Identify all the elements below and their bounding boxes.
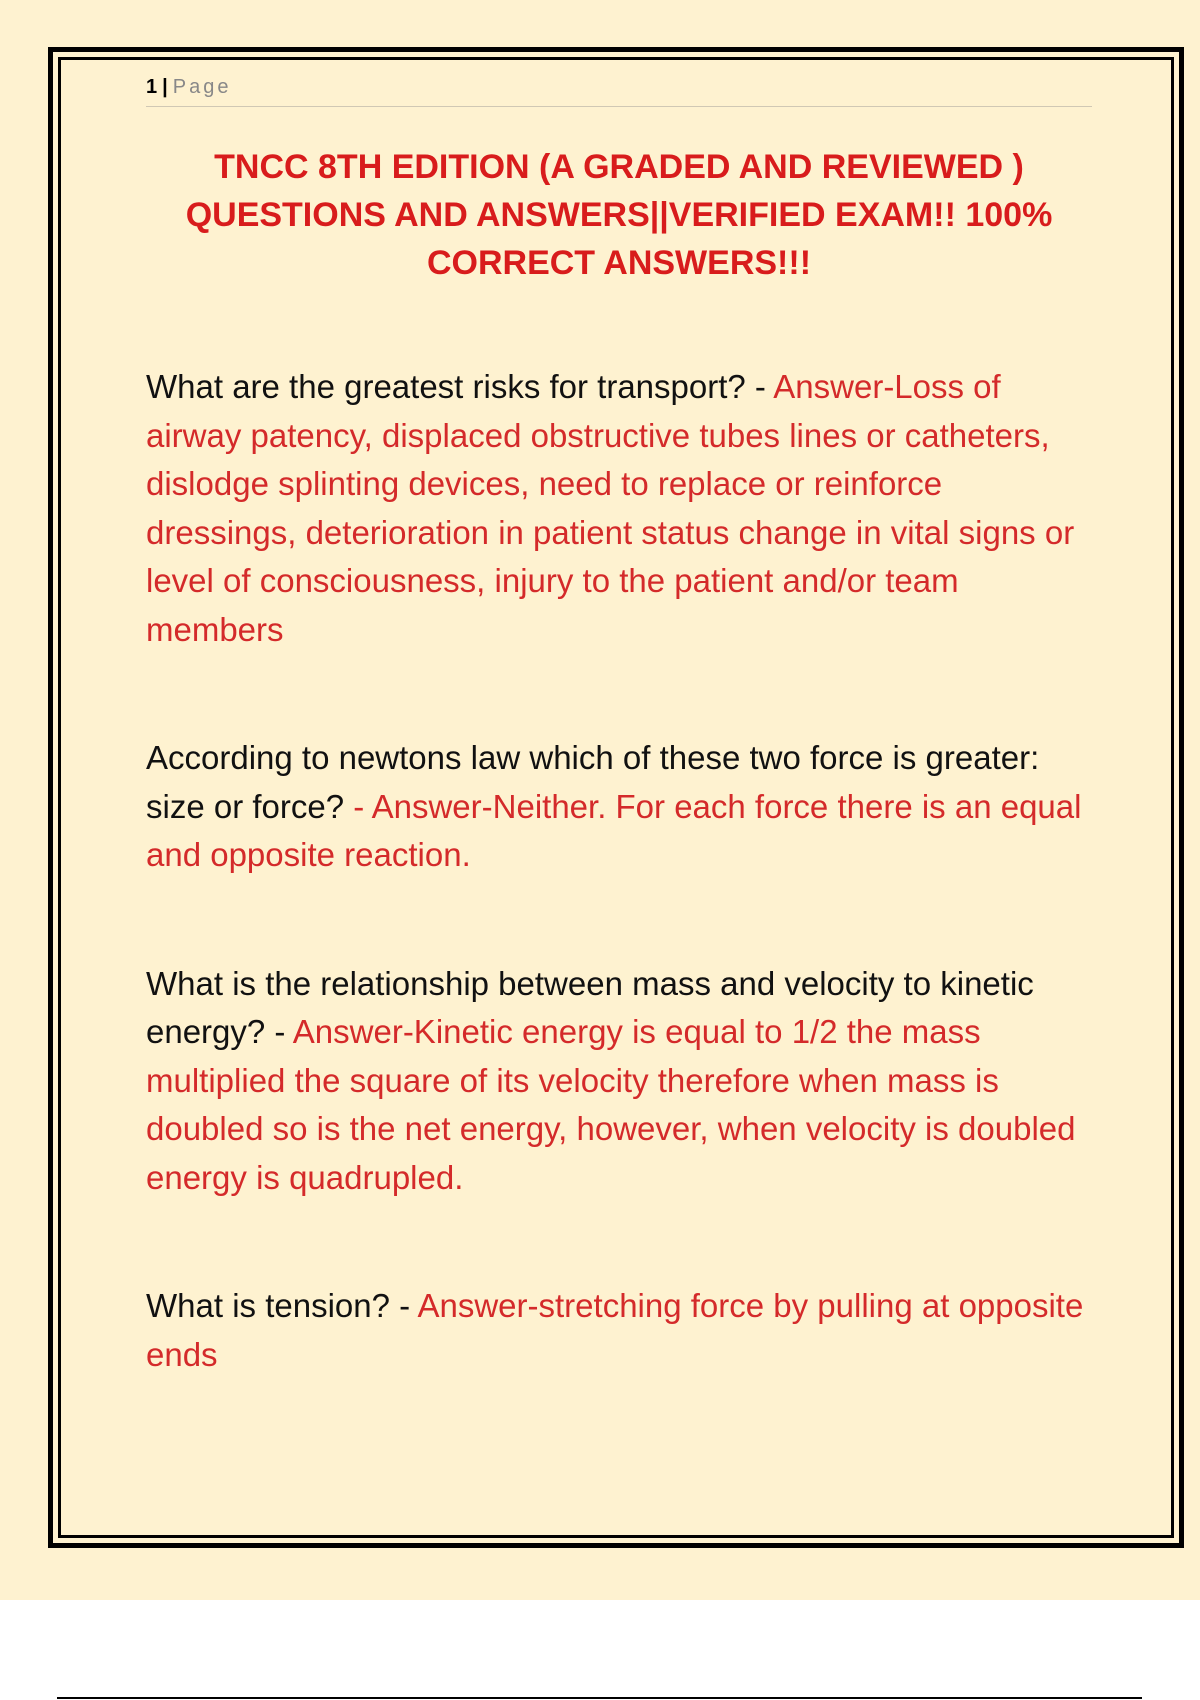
page-label: Page — [172, 76, 232, 98]
title-line-3: CORRECT ANSWERS!!! — [426, 244, 812, 282]
qa-item-kinetic-energy — [146, 960, 1092, 1203]
title-line-1: TNCC 8TH EDITION (A GRADED AND REVIEWED ) — [214, 148, 1024, 186]
qa-item-transport-risks — [146, 363, 1092, 654]
next-page-top-rule — [57, 1697, 1142, 1699]
document-title — [146, 143, 1092, 287]
document-content — [146, 72, 1092, 1459]
page-number: 1 — [146, 76, 159, 98]
question-text: According to newtons law which of these two force is greater: size or force? — [146, 739, 1040, 825]
page-header — [146, 72, 1092, 107]
qa-item-tension — [146, 1282, 1092, 1379]
title-line-2: QUESTIONS AND ANSWERS||VERIFIED EXAM!! 100% — [185, 196, 1053, 234]
qa-list — [146, 363, 1092, 1379]
question-text: What is the relationship between mass and velocity to kinetic energy? - — [146, 964, 1034, 1050]
page-header-separator: | — [162, 76, 169, 98]
answer-text: - Answer-Neither. For each force there is an equal and opposite reaction. — [146, 787, 1082, 873]
question-text: What are the greatest risks for transport? - — [146, 368, 766, 405]
qa-item-newtons-law — [146, 734, 1092, 880]
answer-text: Answer-Loss of airway patency, displaced obstructive tubes lines or catheters, dislodge splinting devices, need to replace or reinforce dressings, deterioration in patient status change in vital signs or level of consciousness, injury to the patient and/or team members — [146, 368, 1075, 648]
answer-text: Answer-Kinetic energy is equal to 1/2 the mass multiplied the square of its velocity therefore when mass is doubled so is the net energy, however, when velocity is doubled energy is quadrupled. — [146, 1013, 1076, 1196]
answer-text: Answer-stretching force by pulling at opposite ends — [146, 1287, 1084, 1373]
question-text: What is tension? - — [146, 1287, 411, 1324]
